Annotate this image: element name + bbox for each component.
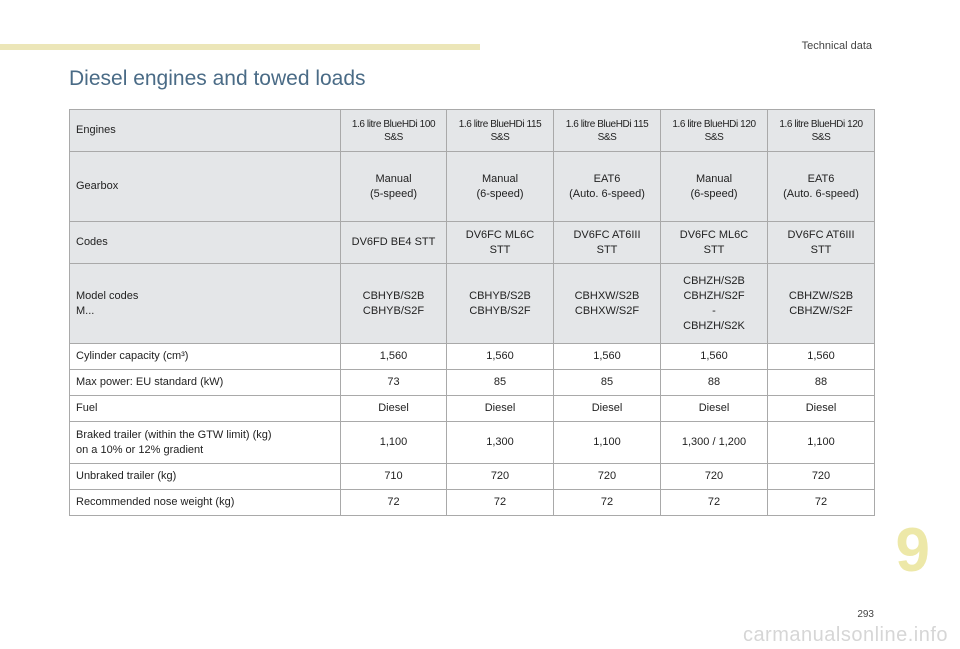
row-label: Unbraked trailer (kg) [70,464,341,490]
row-label: Cylinder capacity (cm³) [70,344,341,370]
table-row-nose-weight [70,490,875,516]
table-cell: DV6FC ML6C STT [661,222,768,264]
row-label: Fuel [70,396,341,422]
table-row-engines [70,110,875,152]
table-cell: CBHYB/S2B CBHYB/S2F [447,264,554,344]
table-cell: 85 [554,370,661,396]
table-cell: 73 [341,370,447,396]
section-label: Technical data [801,40,872,52]
table-cell: 1.6 litre BlueHDi 115 S&S [554,110,661,152]
row-label: Model codes M... [70,264,341,344]
table-cell: 710 [341,464,447,490]
table-row-max-power [70,370,875,396]
row-label: Gearbox [70,152,341,222]
table-cell: 72 [768,490,875,516]
row-label: Recommended nose weight (kg) [70,490,341,516]
table-cell: 1.6 litre BlueHDi 115 S&S [447,110,554,152]
table-cell: CBHZW/S2B CBHZW/S2F [768,264,875,344]
table-cell: 720 [554,464,661,490]
row-label: Max power: EU standard (kW) [70,370,341,396]
table-cell: 85 [447,370,554,396]
table-cell: 72 [447,490,554,516]
table-cell: Manual (6-speed) [447,152,554,222]
table-cell: 1,560 [447,344,554,370]
table-cell: Diesel [341,396,447,422]
table-cell: 1,560 [661,344,768,370]
engine-spec-table [69,109,875,516]
table-cell: 1,560 [554,344,661,370]
page-title: Diesel engines and towed loads [69,67,366,90]
table-row-model-codes [70,264,875,344]
table-cell: EAT6 (Auto. 6-speed) [554,152,661,222]
table-row-gearbox [70,152,875,222]
table-cell: 1.6 litre BlueHDi 120 S&S [768,110,875,152]
table-cell: 720 [661,464,768,490]
table-cell: 1,100 [768,422,875,464]
table-cell: CBHZH/S2B CBHZH/S2F - CBHZH/S2K [661,264,768,344]
table-cell: 88 [768,370,875,396]
table-cell: 720 [447,464,554,490]
table-cell: 1,300 / 1,200 [661,422,768,464]
table-cell: Diesel [554,396,661,422]
table-cell: 72 [341,490,447,516]
table-row-fuel [70,396,875,422]
table-cell: EAT6 (Auto. 6-speed) [768,152,875,222]
table-cell: 1,100 [341,422,447,464]
header-accent-bar [0,44,480,50]
table-cell: 1.6 litre BlueHDi 100 S&S [341,110,447,152]
table-cell: 1,560 [341,344,447,370]
row-label: Engines [70,110,341,152]
chapter-number: 9 [895,516,930,585]
table-cell: 1,560 [768,344,875,370]
table-cell: DV6FC AT6III STT [554,222,661,264]
table-cell: 720 [768,464,875,490]
table-cell: Diesel [768,396,875,422]
table-cell: CBHYB/S2B CBHYB/S2F [341,264,447,344]
table-cell: 1.6 litre BlueHDi 120 S&S [661,110,768,152]
table-cell: 72 [661,490,768,516]
table-row-braked-trailer [70,422,875,464]
table-cell: 1,300 [447,422,554,464]
table-cell: 72 [554,490,661,516]
table-cell: 1,100 [554,422,661,464]
row-label: Braked trailer (within the GTW limit) (kg) on a 10% or 12% gradient [70,422,341,464]
table-row-codes [70,222,875,264]
table-row-cylinder-capacity [70,344,875,370]
table-cell: Diesel [447,396,554,422]
table-cell: DV6FD BE4 STT [341,222,447,264]
watermark: carmanualsonline.info [742,624,948,646]
table-cell: CBHXW/S2B CBHXW/S2F [554,264,661,344]
table-cell: Diesel [661,396,768,422]
table-cell: DV6FC ML6C STT [447,222,554,264]
table-cell: 88 [661,370,768,396]
table-cell: Manual (6-speed) [661,152,768,222]
table-cell: Manual (5-speed) [341,152,447,222]
page-number: 293 [857,609,874,620]
table-row-unbraked-trailer [70,464,875,490]
row-label: Codes [70,222,341,264]
table-cell: DV6FC AT6III STT [768,222,875,264]
